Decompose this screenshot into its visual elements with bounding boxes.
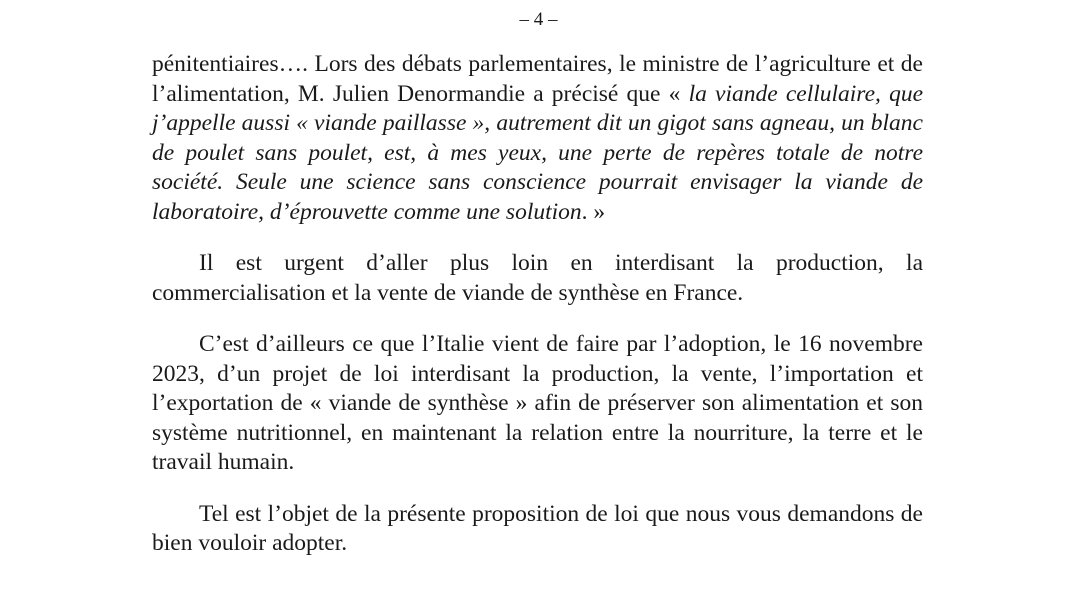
document-body bbox=[152, 50, 923, 559]
paragraph-intro-text: pénitentiaires…. Lors des débats parlementaires, le ministre de l’agriculture et de l’alimentation, M. Julien Denormandie a précisé que « bbox=[152, 51, 923, 107]
page-number: – 4 – bbox=[519, 9, 558, 30]
minister-quote: la viande cellulaire, que j’appelle aussi « viande paillasse », autrement dit un gigot sans agneau, un blanc de poulet sans poulet, est, à mes yeux, une perte de repères totale de notre société. Seule une science sans conscience pourrait envisager la viande de laboratoire, d’éprouvette comme une solution bbox=[152, 80, 923, 225]
paragraph-quote bbox=[152, 50, 923, 227]
paragraph-urgency: Il est urgent d’aller plus loin en interdisant la production, la commercialisation et la vente de viande de synthèse en France. bbox=[152, 250, 923, 306]
paragraph-italy: C’est d’ailleurs ce que l’Italie vient de faire par l’adoption, le 16 novembre 2023, d’un projet de loi interdisant la production, la vente, l’importation et l’exportation de « viande de synthèse » afin de préserver son alimentation et son système nutritionnel, en maintenant la relation entre la nourriture, la terre et le travail humain. bbox=[152, 331, 923, 475]
paragraph-quote-end: . » bbox=[581, 198, 606, 225]
paragraph-conclusion: Tel est l’objet de la présente proposition de loi que nous vous demandons de bien vouloir adopter. bbox=[152, 500, 923, 556]
